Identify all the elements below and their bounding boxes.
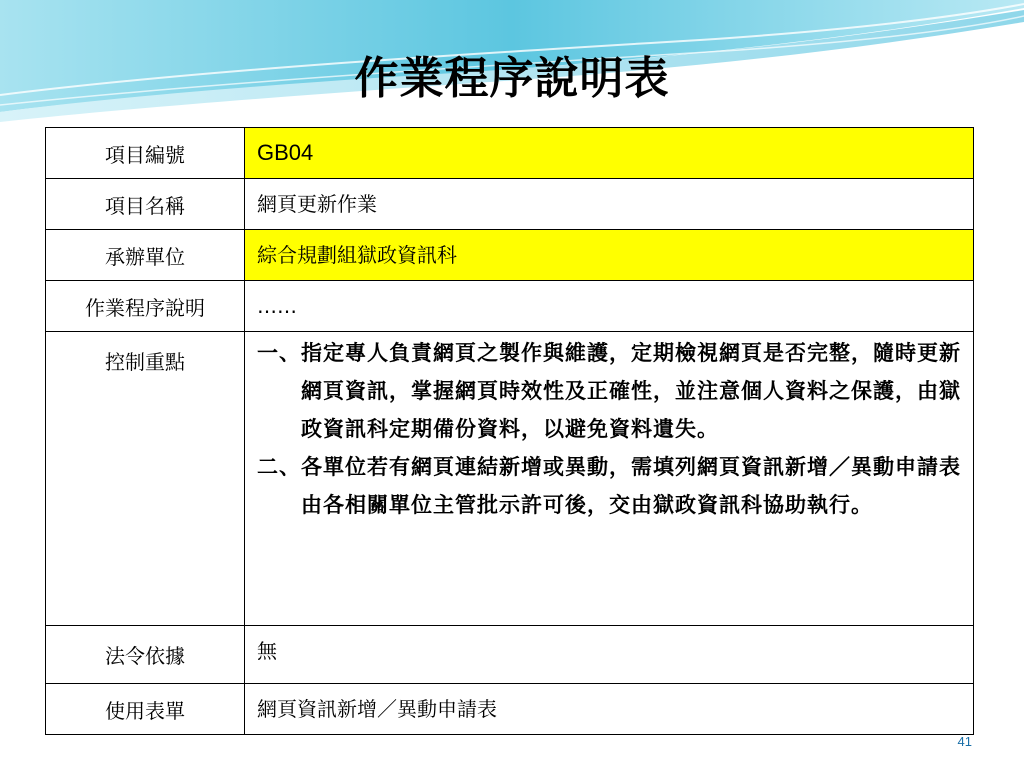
page-number: 41 — [957, 734, 972, 749]
control-points-list — [257, 334, 963, 524]
table-row — [46, 626, 974, 684]
procedure-table — [45, 127, 974, 735]
row-value-unit: 綜合規劃組獄政資訊科 — [245, 230, 974, 281]
list-item — [257, 334, 963, 448]
row-value-control-points — [245, 332, 974, 626]
table-row — [46, 179, 974, 230]
table-row — [46, 332, 974, 626]
table-row — [46, 281, 974, 332]
slide-title: 作業程序說明表 — [354, 53, 670, 104]
row-label-control-points: 控制重點 — [46, 332, 245, 626]
row-value-forms: 網頁資訊新增／異動申請表 — [245, 684, 974, 735]
list-item-text: 指定專人負責網頁之製作與維護，定期檢視網頁是否完整，隨時更新網頁資訊，掌握網頁時效性及正確性，並注意個人資料之保護，由獄政資訊科定期備份資料，以避免資料遺失。 — [301, 341, 961, 441]
row-label-item-name: 項目名稱 — [46, 179, 245, 230]
row-value-procedure: …… — [245, 281, 974, 332]
row-label-item-code: 項目編號 — [46, 128, 245, 179]
list-item-number: 二、 — [257, 455, 301, 479]
table-row — [46, 230, 974, 281]
row-label-unit: 承辦單位 — [46, 230, 245, 281]
table-row — [46, 128, 974, 179]
list-item-text: 各單位若有網頁連結新增或異動，需填列網頁資訊新增／異動申請表由各相關單位主管批示許可後，交由獄政資訊科協助執行。 — [301, 455, 961, 517]
row-label-procedure: 作業程序說明 — [46, 281, 245, 332]
item-code-text: GB04 — [257, 140, 314, 165]
row-label-legal-basis: 法令依據 — [46, 626, 245, 684]
table-row — [46, 684, 974, 735]
row-value-item-name: 網頁更新作業 — [245, 179, 974, 230]
row-value-item-code — [245, 128, 974, 179]
list-item — [257, 448, 963, 524]
list-item-number: 一、 — [257, 341, 301, 365]
row-value-legal-basis: 無 — [245, 626, 974, 684]
row-label-forms: 使用表單 — [46, 684, 245, 735]
